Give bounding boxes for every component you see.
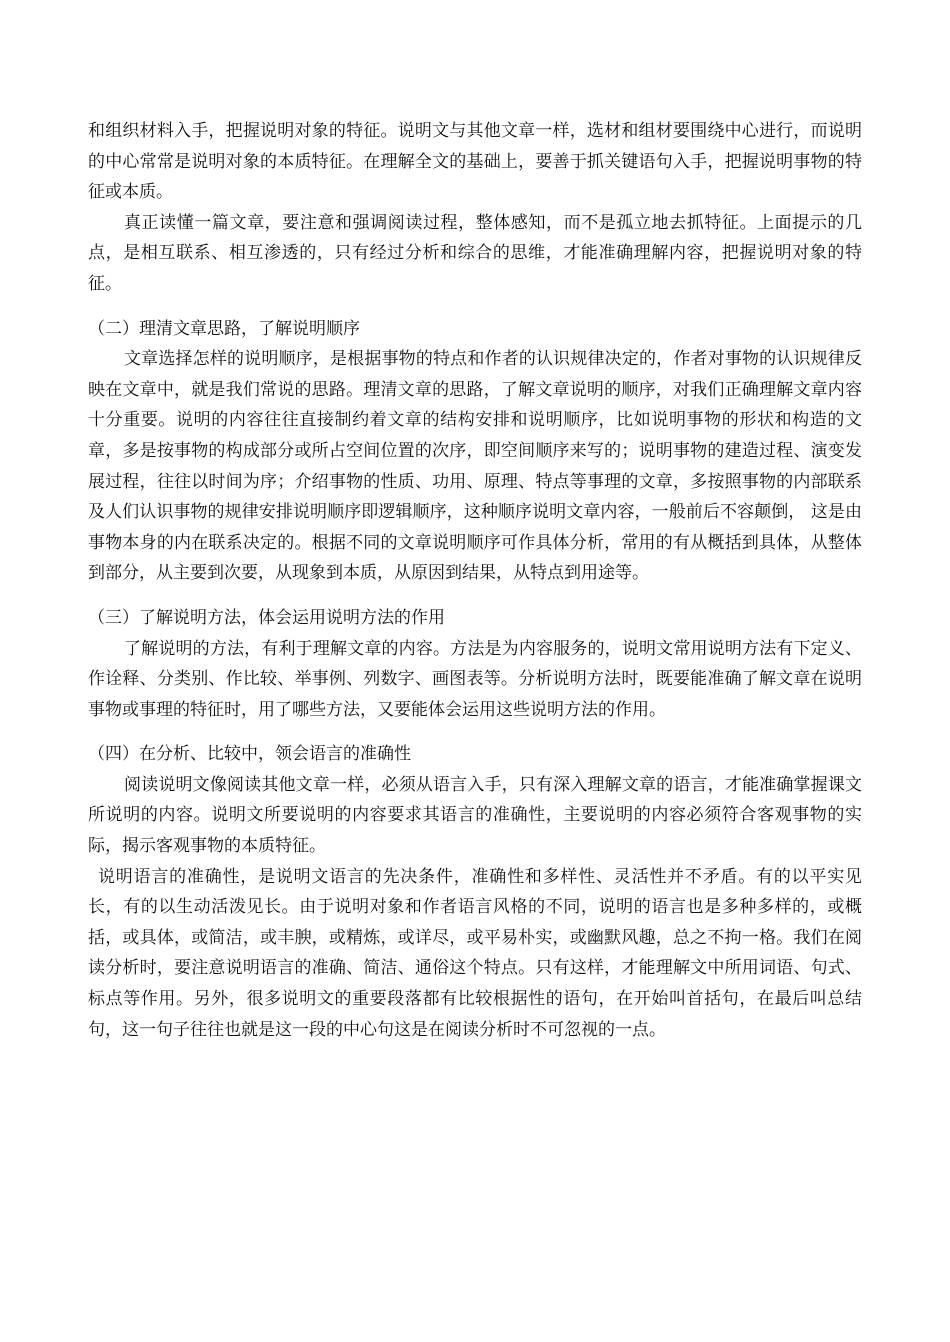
section-4-heading: （四）在分析、比较中，领会语言的准确性 xyxy=(88,744,411,765)
intro-paragraph-1: 和组织材料入手，把握说明对象的特征。说明文与其他文章一样，选材和组材要围绕中心进行，而说明的中心常常是说明对象的本质特征。在理解全文的基础上，要善于抓关键语句入手，把握说明事物的特征或本质。 xyxy=(88,121,862,203)
section-3-heading: （三）了解说明方法，体会运用说明方法的作用 xyxy=(88,607,445,628)
section-3-paragraph: 了解说明的方法，有利于理解文章的内容。方法是为内容服务的，说明文常用说明方法有下定义、作诠释、分类别、作比较、举事例、列数字、画图表等。分析说明方法时，既要能准确了解文章在说明事物或事理的特征时，用了哪些方法，又要能体会运用这些说明方法的作用。 xyxy=(88,638,862,720)
section-4-paragraph-2: 说明语言的准确性，是说明文语言的先决条件，准确性和多样性、灵活性并不矛盾。有的以平实见长，有的以生动活泼见长。由于说明对象和作者语言风格的不同，说明的语言也是多种多样的，或概括，或具体，或简洁，或丰腴，或精炼，或详尽，或平易朴实，或幽默风趣，总之不拘一格。我们在阅读分析时，要注意说明语言的准确、简洁、通俗这个特点。只有这样，才能理解文中所用词语、句式、标点等作用。另外，很多说明文的重要段落都有比较根据性的语句，在开始叫首括句，在最后叫总结句，这一句子往往也就是这一段的中心句这是在阅读分析时不可忽视的一点。 xyxy=(88,866,862,1040)
section-4-paragraph-1: 阅读说明文像阅读其他文章一样，必须从语言入手，只有深入理解文章的语言，才能准确掌握课文所说明的内容。说明文所要说明的内容要求其语言的准确性，主要说明的内容必须符合客观事物的实际，揭示客观事物的本质特征。 xyxy=(88,774,862,857)
section-2-paragraph: 文章选择怎样的说明顺序，是根据事物的特点和作者的认识规律决定的，作者对事物的认识规律反映在文章中，就是我们常说的思路。理清文章的思路，了解文章说明的顺序，对我们正确理解文章内容十分重要。说明的内容往往直接制约着文章的结构安排和说明顺序，比如说明事物的形状和构造的文章，多是按事物的构成部分或所占空间位置的次序，即空间顺序来写的；说明事物的建造过程、演变发展过程，往往以时间为序；介绍事物的性质、功用、原理、特点等事理的文章，多按照事物的内部联系及人们认识事物的规律安排说明顺序即逻辑顺序，这种顺序说明文章内容，一般前后不容颠倒， 这是由事物本身的内在联系决定的。根据不同的文章说明顺序可作具体分析，常用的有从概括到具体，从整体到部分，从主要到次要，从现象到本质，从原因到结果，从特点到用途等。 xyxy=(88,349,862,584)
intro-paragraph-2: 真正读懂一篇文章，要注意和强调阅读过程，整体感知，而不是孤立地去抓特征。上面提示的几点，是相互联系、相互渗透的，只有经过分析和综合的思维，才能准确理解内容，把握说明对象的特征。 xyxy=(88,212,862,294)
section-2-heading: （二）理清文章思路，了解说明顺序 xyxy=(88,318,360,339)
document-page xyxy=(88,116,862,1045)
